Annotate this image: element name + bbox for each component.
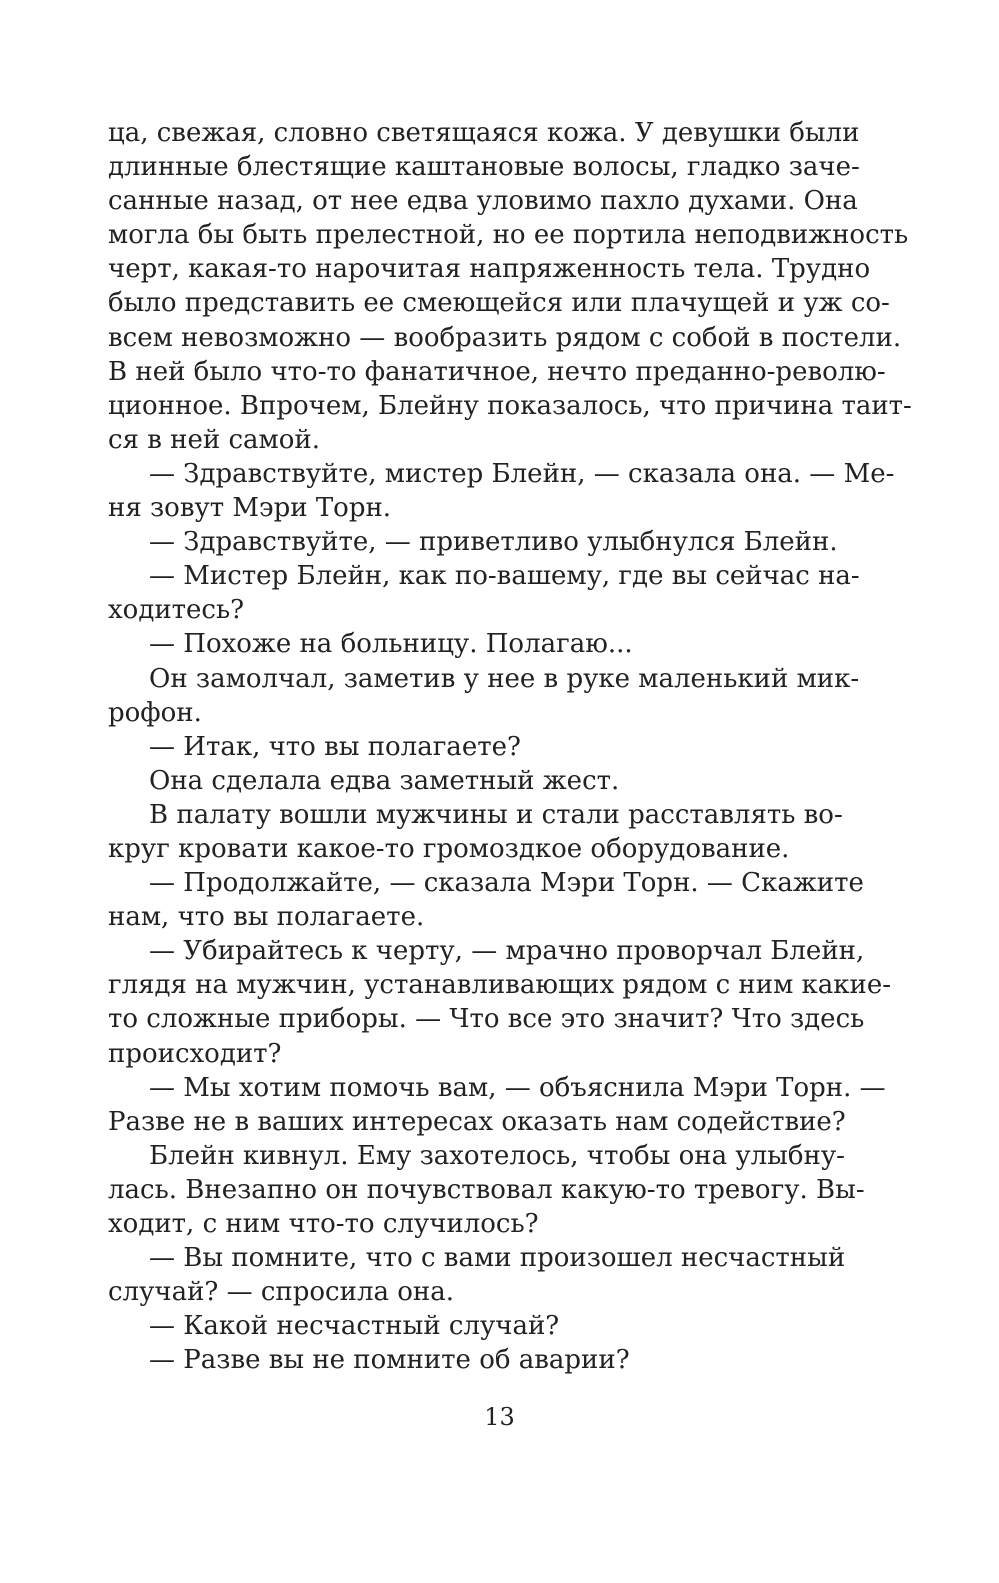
text-line: Разве не в ваших интересах оказать нам содействие? — [108, 1106, 846, 1137]
text-line: длинные блестящие каштановые волосы, гладко заче- — [108, 152, 860, 183]
text-line: глядя на мужчин, устанавливающих рядом с ним какие- — [108, 970, 892, 1001]
text-line: — Вы помните, что с вами произошел несчастный — [149, 1243, 846, 1274]
text-line: происходит? — [108, 1038, 282, 1069]
text-line: всем невозможно — вообразить рядом с собой в постели. — [108, 322, 902, 353]
text-line: В ней было что-то фанатичное, нечто преданно-револю- — [108, 356, 886, 387]
text-line: — Здравствуйте, мистер Блейн, — сказала она. — Ме- — [149, 458, 895, 489]
text-line: рофон. — [108, 697, 202, 728]
text-line: ходитесь? — [108, 595, 245, 626]
text-line: — Итак, что вы полагаете? — [149, 731, 521, 762]
text-line: нам, что вы полагаете. — [108, 902, 425, 933]
text-line: ня зовут Мэри Торн. — [108, 493, 392, 524]
text-line: — Мы хотим помочь вам, — объяснила Мэри Торн. — — [149, 1072, 886, 1103]
text-line: круг кровати какое-то громоздкое оборудование. — [108, 833, 790, 864]
text-line: — Продолжайте, — сказала Мэри Торн. — Скажите — [149, 868, 864, 899]
text-line: то сложные приборы. — Что все это значит? Что здесь — [108, 1004, 865, 1035]
text-line: — Мистер Блейн, как по-вашему, где вы сейчас на- — [149, 561, 860, 592]
text-line: ходит, с ним что-то случилось? — [108, 1209, 539, 1239]
text-line: — Убирайтесь к черту, — мрачно проворчал Блейн, — [149, 936, 865, 967]
text-line: случай? — спросила она. — [108, 1277, 454, 1308]
text-line: черт, какая-то нарочитая напряженность тела. Трудно — [108, 254, 871, 285]
text-line: могла бы быть прелестной, но ее портила неподвижность — [108, 220, 909, 251]
text-line: — Разве вы не помните об аварии? — [149, 1345, 630, 1376]
body-text — [108, 116, 912, 1377]
text-line: ца, свежая, словно светящаяся кожа. У девушки были — [108, 118, 860, 148]
text-line: ционное. Впрочем, Блейну показалось, что причина таит- — [108, 390, 912, 421]
text-line: ся в ней самой. — [108, 424, 320, 455]
text-line: было представить ее смеющейся или плачущей и уж со- — [108, 288, 890, 319]
text-line: Он замолчал, заметив у нее в руке маленький мик- — [149, 663, 860, 694]
text-line: — Похоже на больницу. Полагаю... — [149, 629, 633, 660]
text-line: В палату вошли мужчины и стали расставлять во- — [149, 799, 843, 830]
text-line: — Здравствуйте, — приветливо улыбнулся Блейн. — [149, 527, 838, 558]
text-line: Она сделала едва заметный жест. — [149, 765, 620, 796]
text-line: — Какой несчастный случай? — [149, 1311, 560, 1342]
text-line: Блейн кивнул. Ему захотелось, чтобы она улыбну- — [149, 1140, 845, 1171]
text-line: лась. Внезапно он почувствовал какую-то тревогу. Вы- — [108, 1174, 865, 1205]
text-line: санные назад, от нее едва уловимо пахло духами. Она — [108, 186, 858, 217]
page-number: 13 — [484, 1403, 515, 1431]
